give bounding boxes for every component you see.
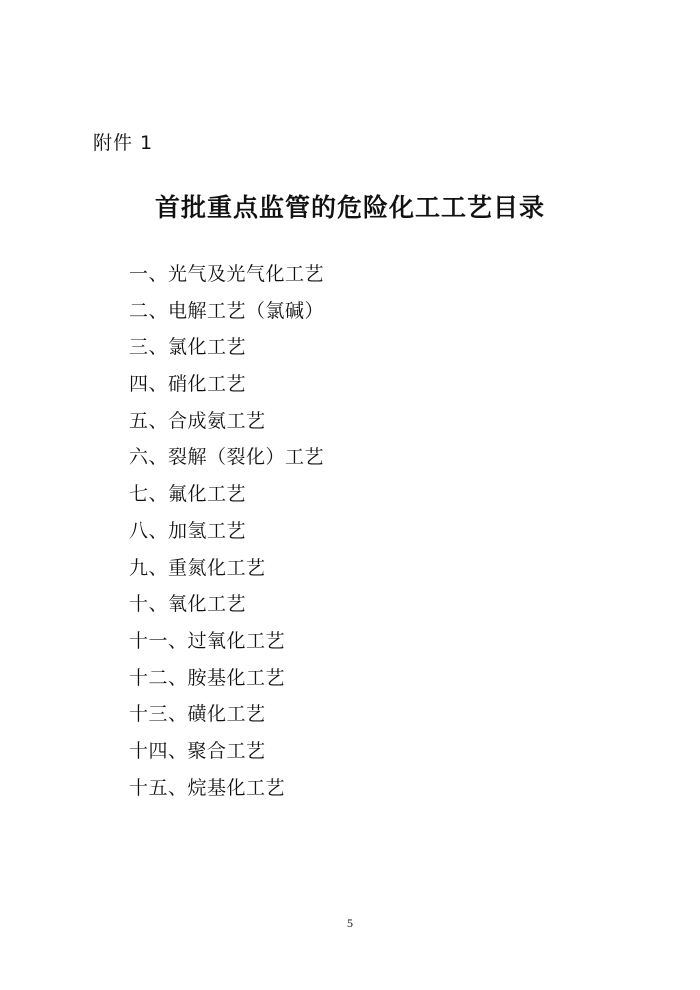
list-item: 八、加氢工艺: [129, 519, 247, 542]
list-item: 十、氧化工艺: [129, 593, 247, 616]
list-item: 二、电解工艺（氯碱）: [129, 299, 325, 322]
list-item: 四、硝化工艺: [129, 373, 247, 396]
list-item: 七、氟化工艺: [129, 483, 247, 506]
list-item: 十五、烷基化工艺: [129, 776, 286, 799]
page-number: 5: [347, 916, 353, 930]
list-item: 十二、胺基化工艺: [129, 666, 286, 689]
list-item: 五、合成氨工艺: [129, 409, 266, 432]
attachment-label: 附件 1: [93, 132, 154, 154]
document-title: 首批重点监管的危险化工工艺目录: [154, 193, 545, 222]
list-item: 十三、磺化工艺: [129, 703, 266, 726]
hazardous-process-list: [129, 259, 324, 809]
list-item: 三、氯化工艺: [129, 336, 247, 359]
list-item: 十四、聚合工艺: [129, 739, 266, 762]
list-item: 六、裂解（裂化）工艺: [129, 446, 325, 469]
list-item: 一、光气及光气化工艺: [129, 263, 325, 285]
list-item: 九、重氮化工艺: [129, 556, 266, 579]
list-item: 十一、过氧化工艺: [129, 629, 286, 652]
